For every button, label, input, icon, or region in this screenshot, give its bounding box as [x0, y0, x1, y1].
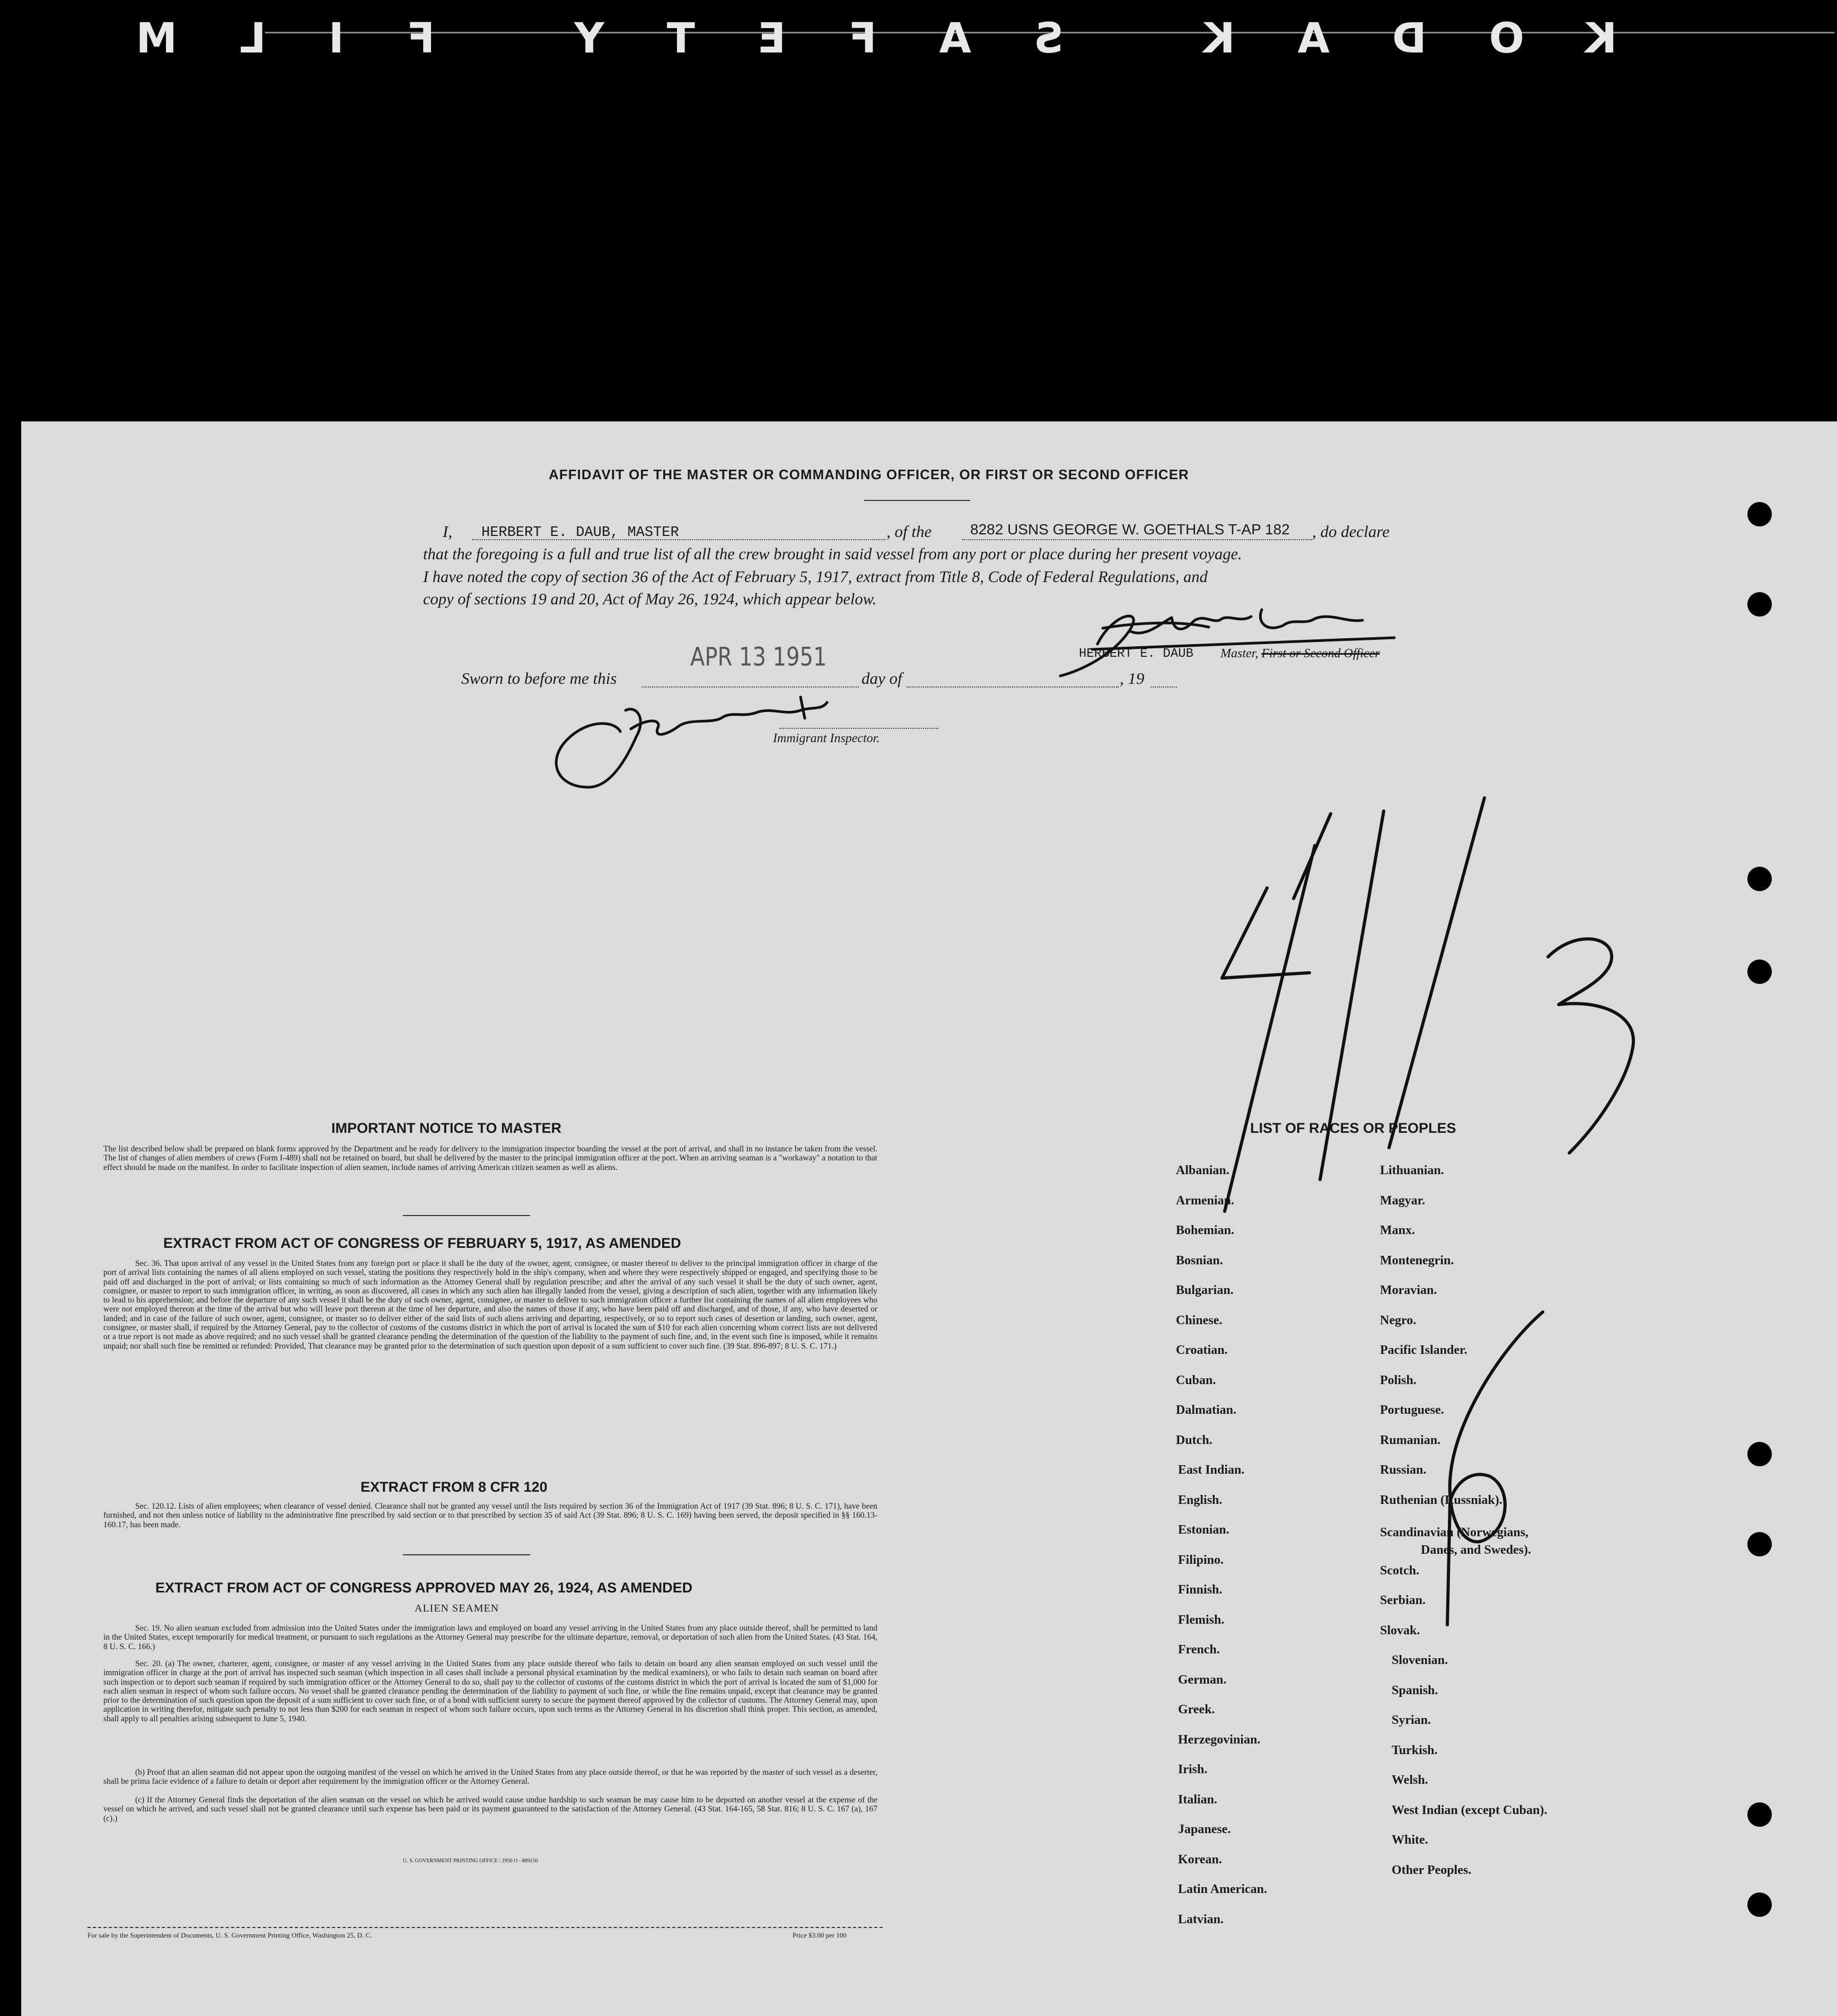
struck-officer-title: First or Second Officer	[1261, 647, 1380, 661]
race-item: Finnish.	[1178, 1583, 1223, 1597]
races-title: LIST OF RACES OR PEOPLES	[1250, 1120, 1456, 1136]
race-item: Latin American.	[1178, 1882, 1267, 1896]
race-item: French.	[1178, 1643, 1220, 1657]
race-item: Rumanian.	[1380, 1433, 1441, 1447]
race-item: Italian.	[1178, 1792, 1218, 1807]
race-item: Herzegovinian.	[1178, 1732, 1261, 1747]
notice-body: The list described below shall be prepared on blank forms approved by the Department and be ready for delivery to the immigration inspector boarding the vessel at the port of arrival, and shall in no instance be taken from the vessel. The list of changes of alien members of crews (Form I-489) shall not be retained on board, but shall be delivered by the master to the principal immigration officer at the port. When an arriving seaman is a "workaway" a notation to that effect should be made on the manifest. In order to facilitate inspection of alien seamen, include names of arriving American citizen seamen as well as aliens.	[103, 1145, 877, 1172]
race-item: Welsh.	[1392, 1773, 1428, 1787]
date-stamp: APR 13 1951	[690, 642, 827, 672]
race-item: Serbian.	[1380, 1594, 1426, 1607]
race-item: Japanese.	[1178, 1823, 1231, 1836]
race-item: Albanian.	[1176, 1164, 1229, 1177]
race-item: German.	[1178, 1672, 1227, 1687]
extract-1917-title: EXTRACT FROM ACT OF CONGRESS OF FEBRUARY 5, 1917, AS AMENDED	[163, 1235, 681, 1251]
alien-seamen-subtitle: ALIEN SEAMEN	[415, 1603, 499, 1614]
race-item: Magyar.	[1380, 1193, 1426, 1208]
extract-1917-body: Sec. 36. That upon arrival of any vessel in the United States from any foreign port or place it shall be the duty of the owner, agent, consignee, or master thereof to deliver to the principal immigration officer in charge of the port of arrival lists containing the names of all aliens employed on such vessel, stating the positions they respectively hold in the ship's company, when and where they were respectively shipped or engaged, and specifying those to be paid off and discharged in the port of arrival; or lists containing so much of such information as the Attorney General shall by regulation prescribe; and after the arrival of any such vessel it shall be the duty of such owner, agent, consignee, or master to report to such immigration officer, in writing, as soon as discovered, all cases in which any such alien has illegally landed from the vessel, giving a description of such alien, together with any information likely to lead to his apprehension; and before the departure of any such vessel it shall be the duty of such owner, agent, consignee, or master to deliver to such immigration officer a further list containing the names of all alien employees who were not employed thereon at the time of the arrival but who will leave port thereon at the time of her departure, and also the names of those if any, who have been paid off and discharged, and of those, if any, who have deserted or landed; and in case of the failure of such owner, agent, consignee, or master so to deliver either of the said lists of such aliens arriving and departing, respectively, or so to report such cases of desertion or landing, such owner, agent, consignee, or master shall, if required by the Attorney General, pay to the collector of customs of the customs district in which the port of arrival is located the sum of $10 for each alien concerning whom correct lists are not delivered or a true report is not made as above required; and no such vessel shall be granted clearance pending the determination of the question of the liability to the payment of such fine, and, in the event such fine is imposed, while it remains unpaid; nor shall such fine be remitted or refunded: Provided, That clearance may be granted prior to the determination of such question upon deposit of a sum sufficient to cover such fine. (39 Stat. 896-897; 8 U. S. C. 171.)	[103, 1259, 877, 1351]
handwritten-6	[1447, 1312, 1543, 1625]
film-edge	[0, 0, 1837, 419]
race-item: Armenian.	[1176, 1193, 1234, 1208]
race-item: Turkish.	[1392, 1743, 1438, 1757]
race-item: Latvian.	[1178, 1912, 1224, 1926]
race-item: Scotch.	[1380, 1563, 1419, 1578]
race-item: White.	[1392, 1833, 1428, 1847]
inspector-label: Immigrant Inspector.	[773, 732, 880, 745]
race-item: West Indian (except Cuban).	[1392, 1803, 1548, 1817]
race-item: Lithuanian.	[1380, 1164, 1444, 1177]
sec20c-body: (c) If the Attorney General finds the deportation of the alien seaman on the vessel on which he arrived would cause undue hardship to such seaman he may cause him to be deported on another vessel at the expense of the vessel on which he arrived, and such vessel shall not be granted clearance until such expense has been paid or its payment guaranteed to the satisfaction of the Attorney General. (43 Stat. 164-165, 58 Stat. 816; 8 U. S. C. 167 (a), 167 (c).)	[103, 1795, 877, 1823]
race-item: Russian.	[1380, 1463, 1427, 1477]
inspector-signature	[556, 697, 827, 787]
race-item: Slovenian.	[1392, 1653, 1448, 1667]
race-item: Greek.	[1178, 1703, 1215, 1716]
race-item: Dalmatian.	[1176, 1403, 1236, 1417]
race-item: Dutch.	[1176, 1433, 1212, 1447]
affidavit-line-4: copy of sections 19 and 20, Act of May 26, 1924, which appear below.	[423, 590, 877, 608]
master-signature	[1060, 610, 1394, 676]
race-item: Slovak.	[1380, 1623, 1420, 1638]
gpo-imprint: U. S. GOVERNMENT PRINTING OFFICE : 1950 O - 889150	[403, 1858, 538, 1864]
race-item: Bulgarian.	[1176, 1283, 1234, 1297]
affidavit-i: I,	[443, 522, 453, 541]
race-item: Croatian.	[1176, 1343, 1228, 1357]
race-item: Pacific Islander.	[1380, 1343, 1467, 1357]
race-item: Polish.	[1380, 1373, 1417, 1387]
race-item: Portuguese.	[1380, 1403, 1444, 1417]
day-of-label: day of	[862, 669, 902, 688]
race-item: Moravian.	[1380, 1283, 1437, 1297]
notice-title: IMPORTANT NOTICE TO MASTER	[331, 1120, 561, 1136]
affidavit-title: AFFIDAVIT OF THE MASTER OR COMMANDING OFFICER, OR FIRST OR SECOND OFFICER	[549, 466, 1189, 482]
affidavit-line-2: that the foregoing is a full and true list of all the crew brought in said vessel from any port or place during her present voyage.	[423, 545, 1242, 563]
film-edge-text: KODAK SAFETY FILM	[73, 15, 1617, 63]
race-item: Filipino.	[1178, 1553, 1224, 1567]
extract-1924-title: EXTRACT FROM ACT OF CONGRESS APPROVED MAY 26, 1924, AS AMENDED	[155, 1580, 693, 1596]
price-note: Price $3.00 per 100	[793, 1931, 847, 1939]
sale-note: For sale by the Superintendent of Documents, U. S. Government Printing Office, Washington 25, D. C.	[87, 1931, 372, 1939]
race-item: Syrian.	[1392, 1713, 1431, 1727]
race-item: Estonian.	[1178, 1523, 1229, 1537]
race-item: Ruthenian (Russniak).	[1380, 1493, 1502, 1507]
race-item: Danes, and Swedes).	[1421, 1543, 1532, 1557]
sec20b-body: (b) Proof that an alien seaman did not appear upon the outgoing manifest of the vessel on which he arrived in the United States from any place outside thereof, or that he was reported by the master of such vessel as a deserter, shall be prima facie evidence of a failure to detain or deport after requirement by the immigration officer or the Attorney General.	[103, 1768, 877, 1786]
of-the-label: , of the	[886, 522, 932, 541]
affidavit-line-3: I have noted the copy of section 36 of the Act of February 5, 1917, extract from Title 8, Code of Federal Regulations, and	[423, 568, 1208, 586]
race-item: English.	[1178, 1493, 1223, 1507]
race-item: Montenegrin.	[1380, 1253, 1454, 1267]
race-item: Bosnian.	[1176, 1253, 1223, 1267]
race-item: Spanish.	[1392, 1683, 1438, 1697]
master-name: HERBERT E. DAUB, MASTER	[481, 525, 679, 541]
race-item: Negro.	[1380, 1313, 1417, 1327]
handwriting-layer	[21, 421, 1837, 2016]
master-title: Master,	[1220, 647, 1262, 661]
sworn-label: Sworn to before me this	[461, 669, 617, 688]
race-item: Scandinavian (Norwegians,	[1380, 1526, 1529, 1539]
sec20a-body: Sec. 20. (a) The owner, charterer, agent, consignee, or master of any vessel arriving in the United States from any place outside thereof who fails to detain on board any alien seaman employed on such vessel until the immigration officer in charge at the port of arrival has inspected such seaman (which inspection in all cases shall include a personal physical examination by the medical examiners), or who fails to detain such seaman on board after such inspection or to deport such seaman if required by such immigration officer or the Attorney General to do so, shall pay to the collector of customs of the customs district in which the port of arrival is located the sum of $1,000 for each alien seaman in respect of whom such failure occurs. No vessel shall be granted clearance pending the determination of the liability to payment of such fine, or while the fine remains unpaid, except that clearance may be granted prior to the determination of such question upon the deposit of a sum sufficient to cover such fine, or of a bond with sufficient surety to secure the payment thereof approved by the collector of customs. The Attorney General may, upon application in writing therefor, mitigate such penalty to not less than $200 for each seaman in respect of whom such failure occurs, upon such terms as the Attorney General in his discretion shall think proper. This section, as amended, shall apply to all penalties arising subsequent to June 5, 1940.	[103, 1659, 877, 1723]
race-item: Cuban.	[1176, 1373, 1216, 1387]
year-label: , 19	[1120, 669, 1145, 688]
race-item: Irish.	[1178, 1763, 1208, 1776]
extract-cfr-body: Sec. 120.12. Lists of alien employees; when clearance of vessel denied. Clearance shall not be granted any vessel until the lists required by section 36 of the Immigration Act of 1917 (39 Stat. 896; 8 U. S. C. 171), have been furnished, and not then unless notice of liability to the administrative fine prescribed by said section or to that prescribed by section 35 of said Act (39 Stat. 896; 8 U. S. C. 169) having been served, the deposit specified in §§ 160.13-160.17, has been made.	[103, 1502, 877, 1529]
race-item: Bohemian.	[1176, 1223, 1235, 1237]
do-declare-label: , do declare	[1312, 522, 1390, 541]
race-item: Chinese.	[1176, 1313, 1223, 1327]
handwritten-4-13	[1222, 798, 1633, 1211]
signer-typed: HERBERT E. DAUB	[1079, 647, 1194, 661]
race-item: Korean.	[1178, 1852, 1222, 1867]
form-sheet	[21, 421, 1837, 2016]
sec19-body: Sec. 19. No alien seaman excluded from admission into the United States under the immigration laws and employed on board any vessel arriving in the United States from any place outside thereof, shall be permitted to land in the United States, except temporarily for medical treatment, or pursuant to such regulations as the Attorney General may prescribe for the ultimate departure, removal, or deportation of such alien from the United States. (43 Stat. 164, 8 U. S. C. 166.)	[103, 1624, 877, 1651]
race-item: East Indian.	[1178, 1463, 1245, 1477]
vessel-name: 8282 USNS GEORGE W. GOETHALS T-AP 182	[970, 521, 1290, 538]
extract-cfr-title: EXTRACT FROM 8 CFR 120	[361, 1479, 548, 1495]
race-item: Manx.	[1380, 1223, 1415, 1237]
race-item: Flemish.	[1178, 1613, 1225, 1627]
race-item: Other Peoples.	[1392, 1863, 1472, 1877]
